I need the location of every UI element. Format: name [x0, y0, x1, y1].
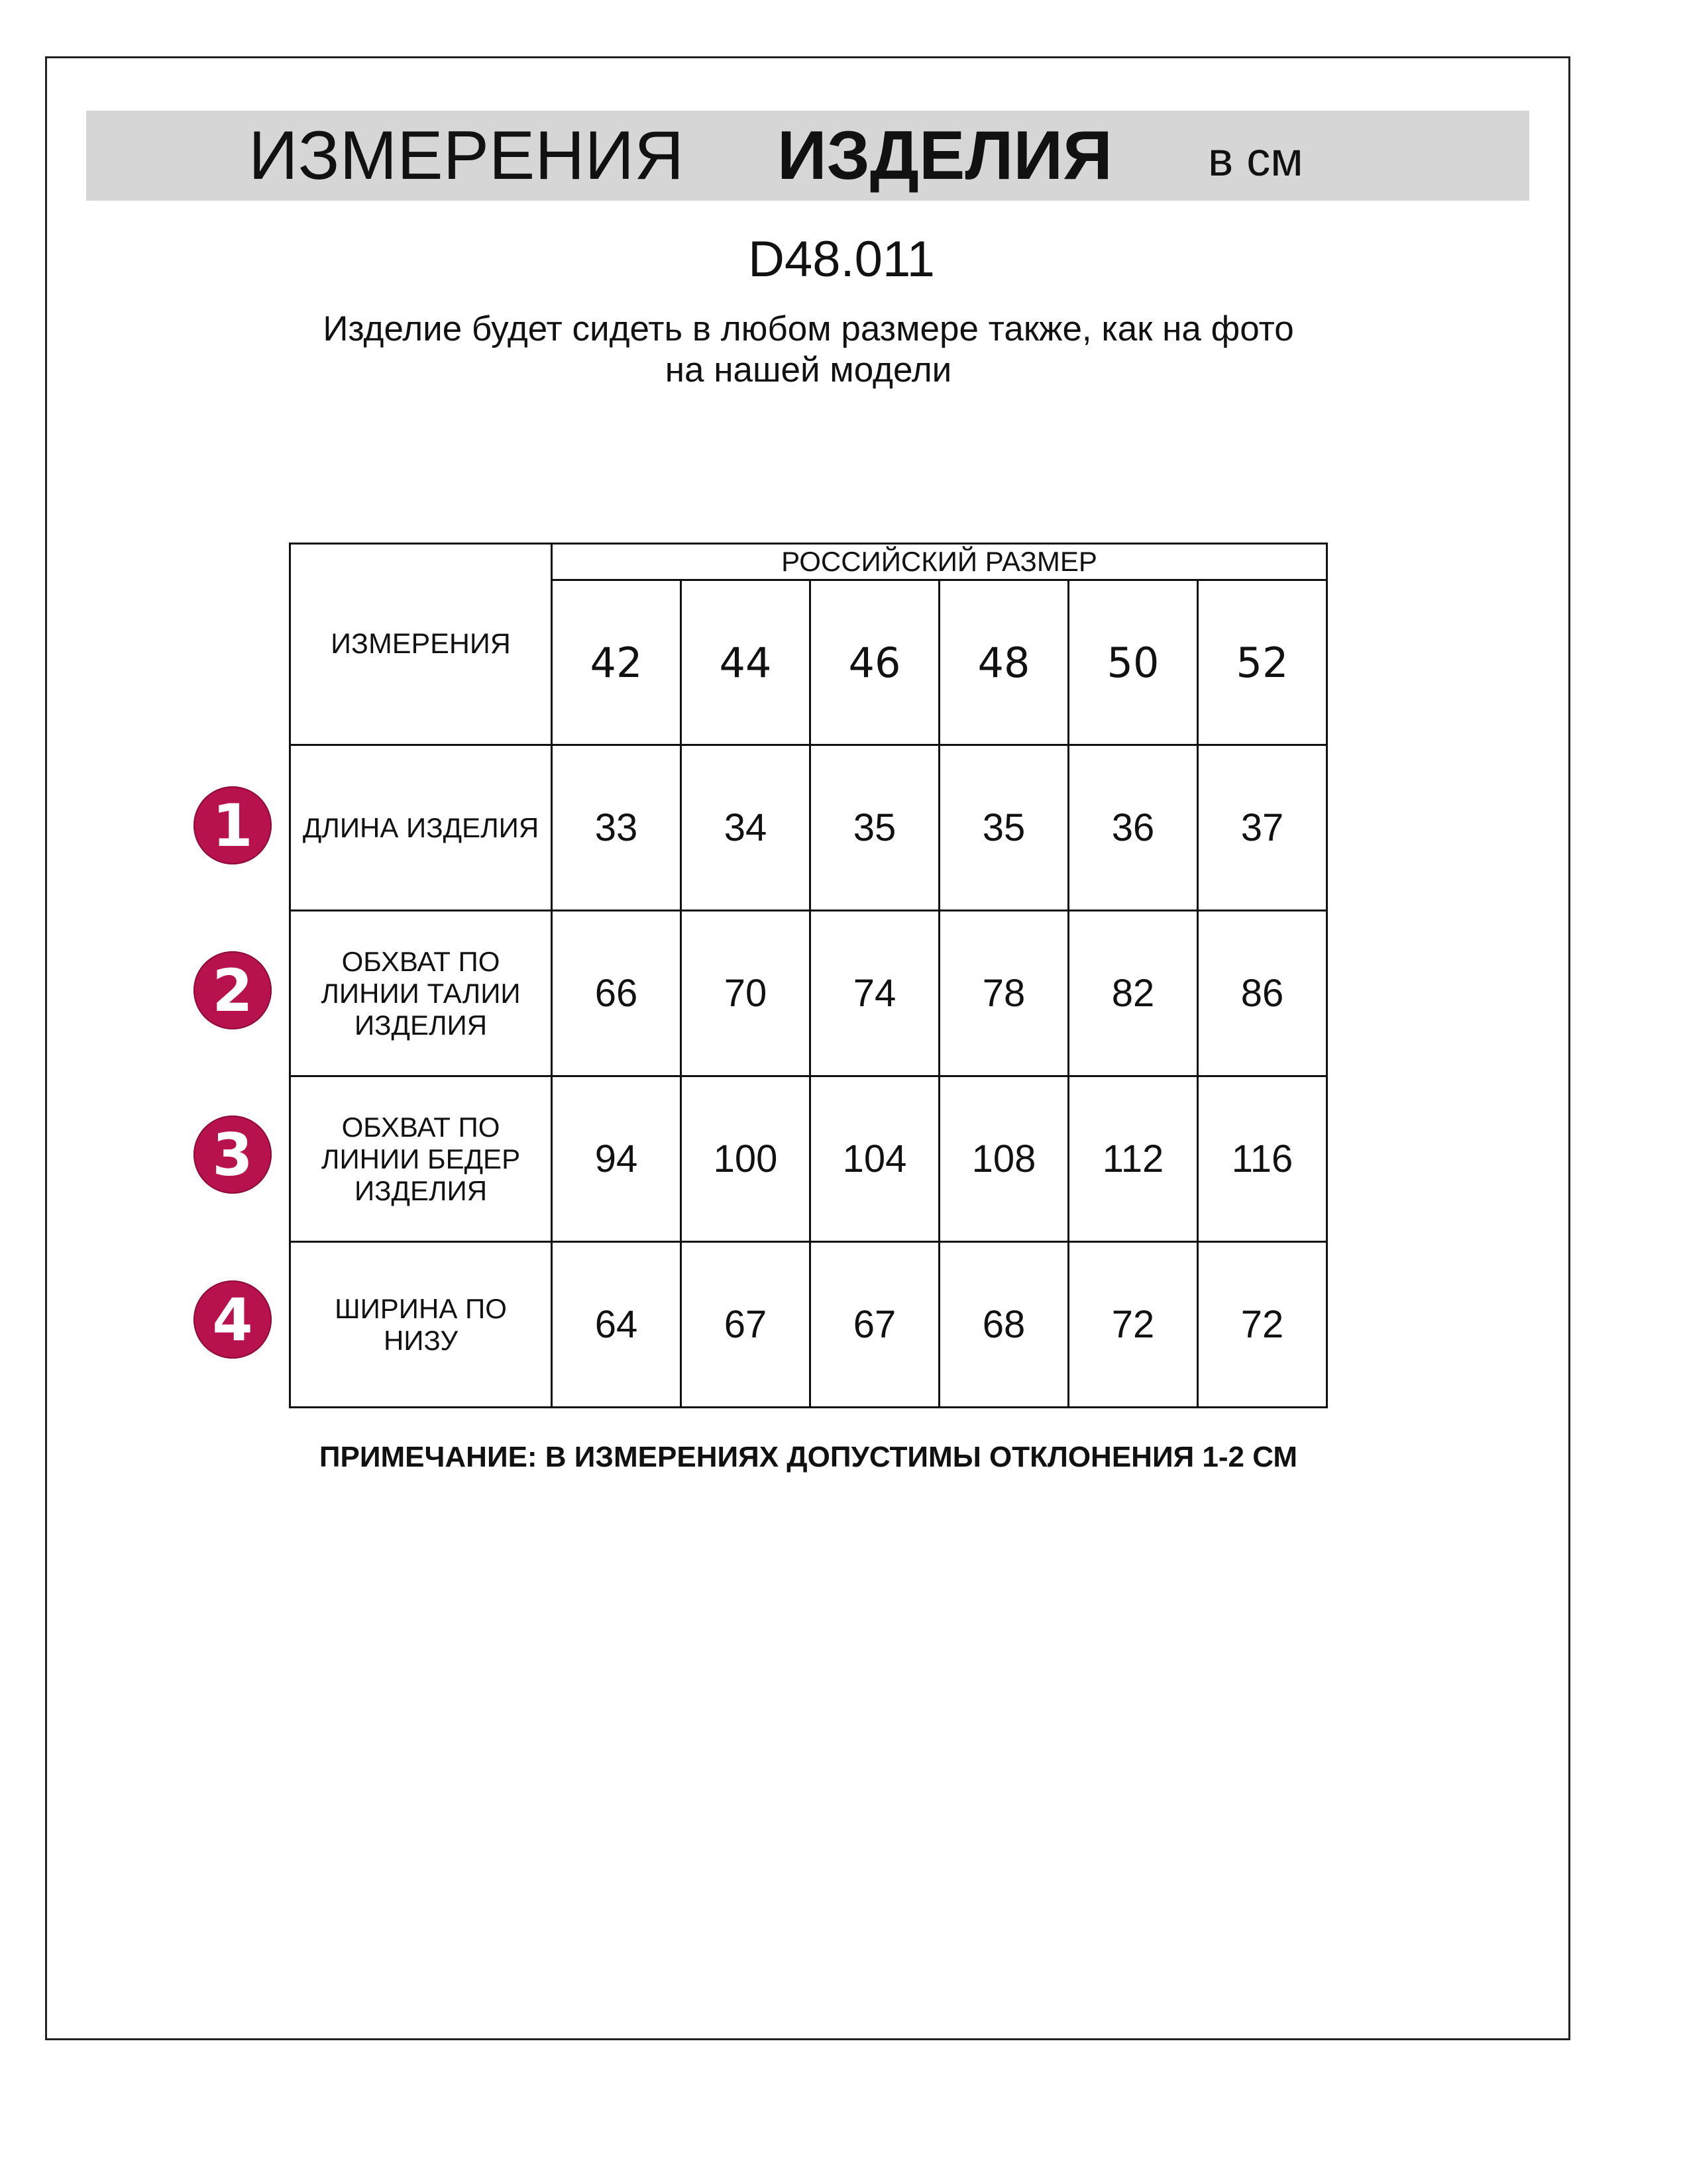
- table-cell: 35: [940, 745, 1069, 911]
- number-badge-1: 1: [193, 786, 272, 864]
- size-table-header-row-1: [290, 544, 1327, 580]
- table-row: [290, 1076, 1327, 1242]
- row-label-line: ОБХВАТ ПО: [341, 1111, 500, 1143]
- row-label-line: ШИРИНА ПО: [335, 1292, 507, 1324]
- size-header: 50: [1069, 580, 1198, 745]
- table-cell: 74: [810, 911, 940, 1076]
- banner-units: в см: [1208, 133, 1303, 186]
- row-label-length: [290, 745, 552, 911]
- number-badge-4: 4: [193, 1280, 272, 1359]
- fit-description-line-2: на нашей модели: [665, 350, 952, 390]
- table-row: [290, 911, 1327, 1076]
- size-header: 44: [681, 580, 810, 745]
- table-cell: 82: [1069, 911, 1198, 1076]
- table-cell: 33: [552, 745, 681, 911]
- number-badge-2: 2: [193, 951, 272, 1029]
- table-cell: 34: [681, 745, 810, 911]
- row-label-hips: [290, 1076, 552, 1242]
- table-row: [290, 745, 1327, 911]
- row-label-line: ИЗДЕЛИЯ: [354, 1009, 488, 1041]
- table-cell: 94: [552, 1076, 681, 1242]
- table-cell: 72: [1069, 1242, 1198, 1408]
- table-cell: 68: [940, 1242, 1069, 1408]
- title-banner: [86, 111, 1529, 201]
- banner-title-bold: ИЗДЕЛИЯ: [777, 117, 1113, 194]
- table-cell: 86: [1198, 911, 1327, 1076]
- row-label-line: ИЗДЕЛИЯ: [354, 1174, 488, 1206]
- table-cell: 67: [810, 1242, 940, 1408]
- russian-size-header: РОССИЙСКИЙ РАЗМЕР: [552, 544, 1327, 580]
- table-cell: 100: [681, 1076, 810, 1242]
- table-cell: 67: [681, 1242, 810, 1408]
- row-label-line: ОБХВАТ ПО: [341, 945, 500, 977]
- size-header: 42: [552, 580, 681, 745]
- row-label-line: ДЛИНА ИЗДЕЛИЯ: [302, 811, 539, 843]
- tolerance-note: ПРИМЕЧАНИЕ: В ИЗМЕРЕНИЯХ ДОПУСТИМЫ ОТКЛОНЕНИЯ 1-2 СМ: [319, 1441, 1298, 1473]
- number-badge-3: 3: [193, 1116, 272, 1194]
- measurements-header: ИЗМЕРЕНИЯ: [290, 544, 552, 745]
- size-table: [289, 543, 1328, 1408]
- table-cell: 72: [1198, 1242, 1327, 1408]
- table-cell: 35: [810, 745, 940, 911]
- product-code: D48.011: [748, 231, 935, 287]
- table-cell: 104: [810, 1076, 940, 1242]
- banner-title-left: ИЗМЕРЕНИЯ: [248, 117, 684, 194]
- table-row: [290, 1242, 1327, 1408]
- row-label-hem-width: [290, 1242, 552, 1408]
- fit-description-line-1: Изделие будет сидеть в любом размере также, как на фото: [323, 309, 1294, 348]
- size-header: 46: [810, 580, 940, 745]
- size-header: 48: [940, 580, 1069, 745]
- table-cell: 66: [552, 911, 681, 1076]
- row-label-waist: [290, 911, 552, 1076]
- table-cell: 112: [1069, 1076, 1198, 1242]
- row-label-line: ЛИНИИ ТАЛИИ: [321, 977, 521, 1009]
- table-cell: 37: [1198, 745, 1327, 911]
- table-cell: 108: [940, 1076, 1069, 1242]
- row-label-line: ЛИНИИ БЕДЕР: [321, 1143, 521, 1174]
- size-header: 52: [1198, 580, 1327, 745]
- table-cell: 70: [681, 911, 810, 1076]
- fit-description: [278, 309, 1338, 391]
- table-cell: 64: [552, 1242, 681, 1408]
- table-cell: 36: [1069, 745, 1198, 911]
- row-label-line: НИЗУ: [383, 1324, 459, 1356]
- table-cell: 116: [1198, 1076, 1327, 1242]
- table-cell: 78: [940, 911, 1069, 1076]
